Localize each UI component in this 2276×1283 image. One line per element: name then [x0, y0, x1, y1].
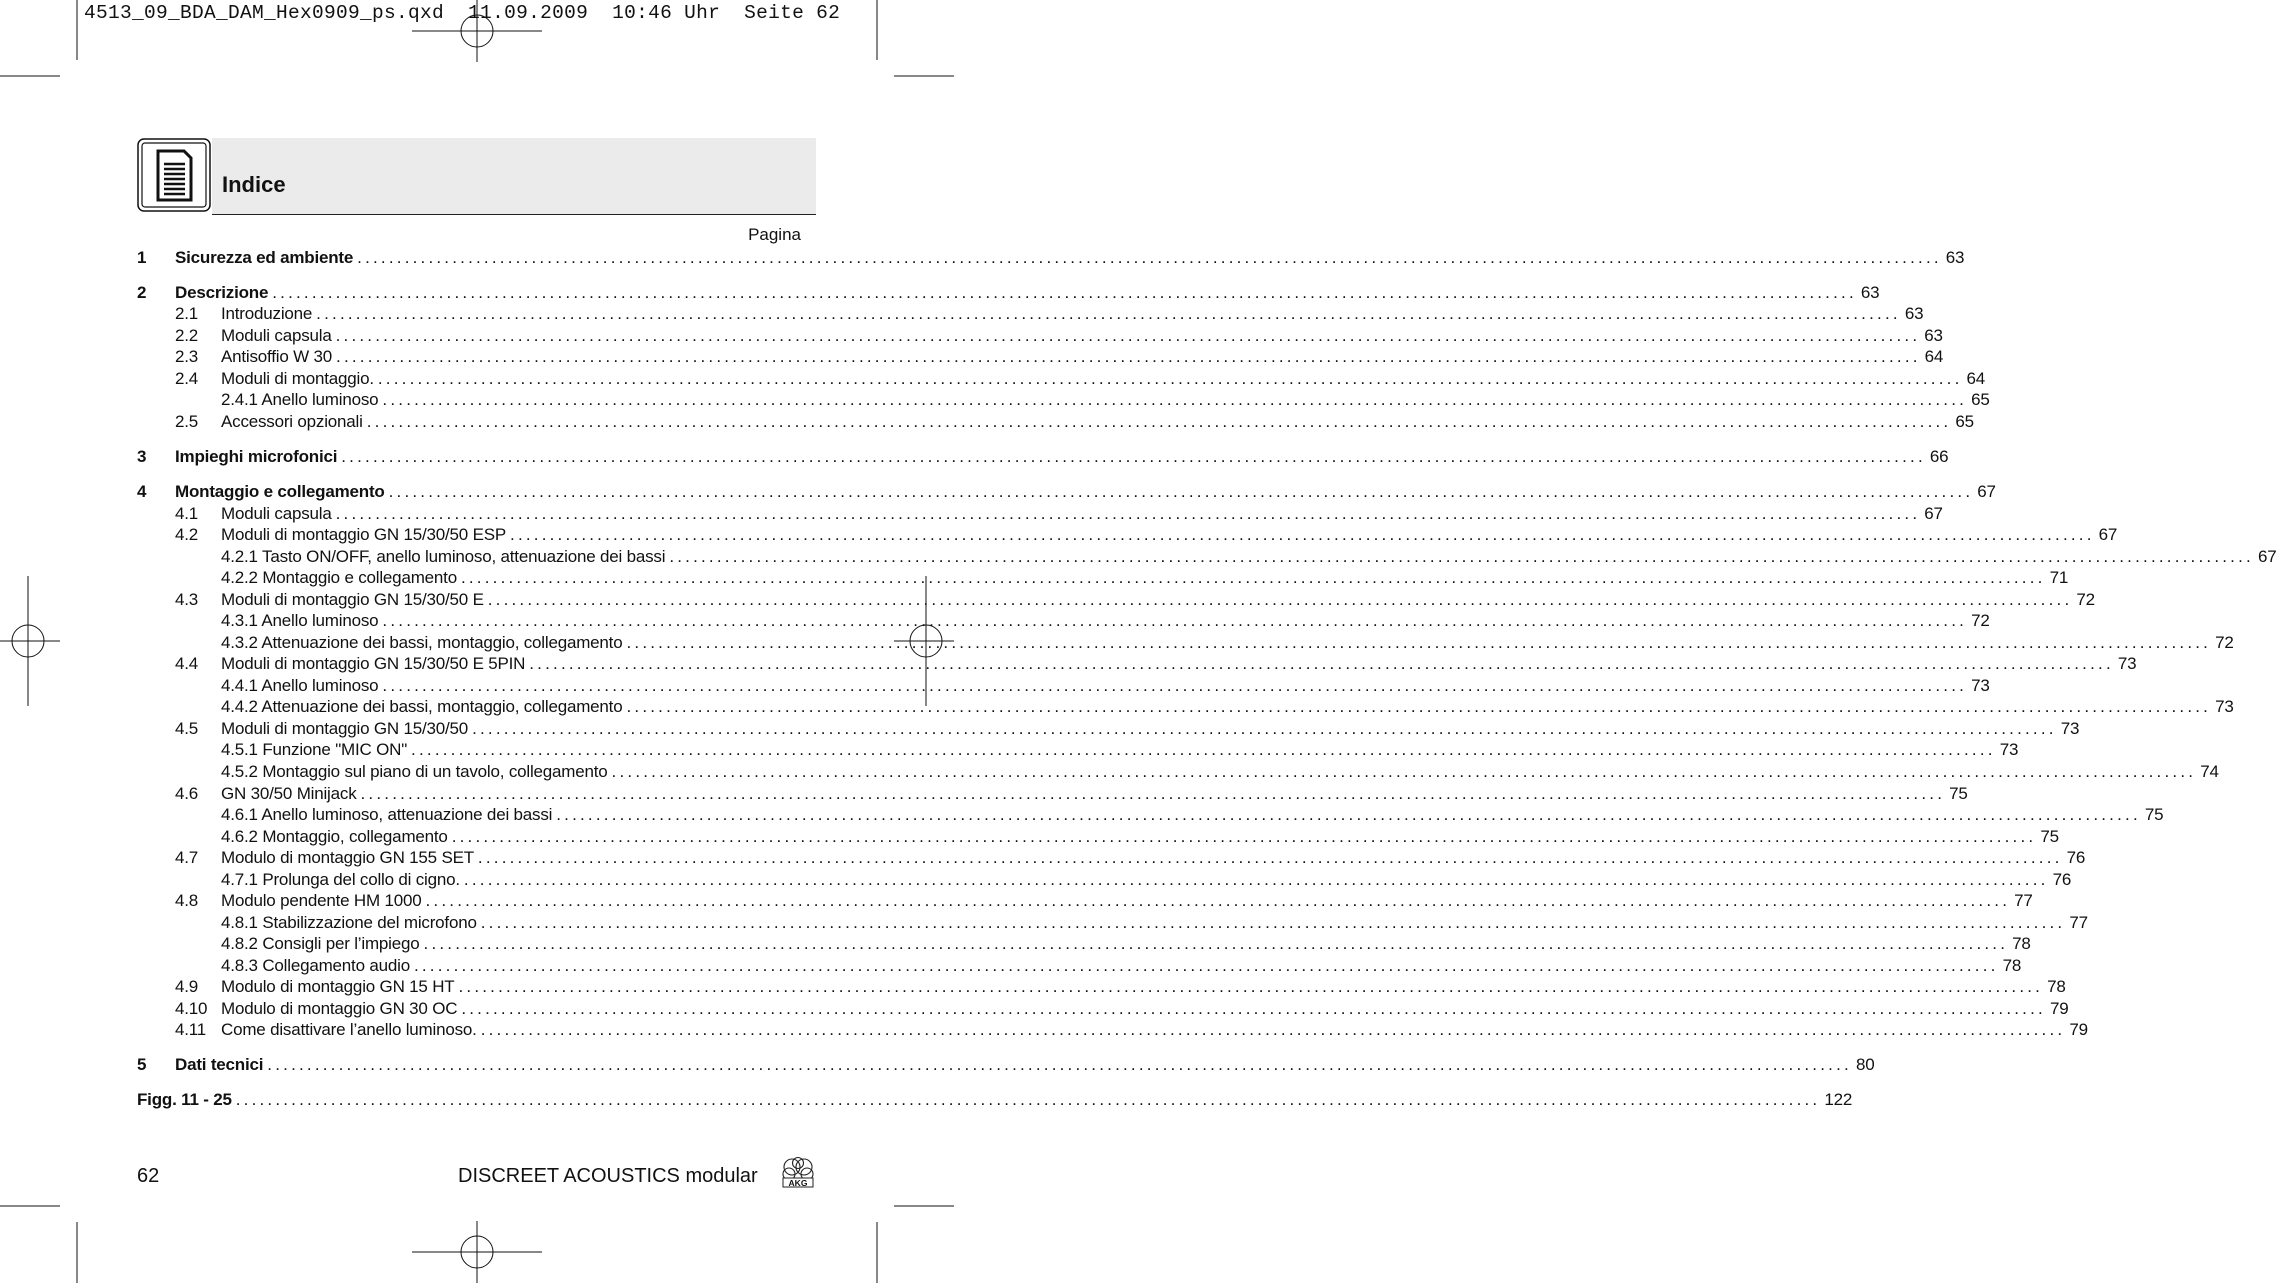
toc-leader-dots: ........................................................................................................................................................................................................	[267, 1055, 1852, 1074]
toc-title: 4.5.1 Funzione "MIC ON"	[221, 740, 408, 759]
toc-leader-dots: ........................................................................................................................................................................................................	[388, 482, 1974, 501]
toc-row	[137, 955, 2022, 977]
toc-row	[137, 446, 1949, 468]
toc-number: 2.1	[175, 304, 199, 323]
toc-leader-dots: ........................................................................................................................................................................................................	[463, 870, 2049, 889]
toc-leader-dots: ........................................................................................................................................................................................................	[477, 848, 2063, 867]
footer-brand: DISCREET ACOUSTICS modular	[458, 1165, 758, 1187]
toc-page-number: 74	[2200, 762, 2219, 781]
toc-row	[137, 1089, 1853, 1111]
toc-page-number: 76	[2052, 870, 2072, 889]
toc-title: Montaggio e collegamento	[175, 482, 385, 501]
toc-row	[137, 282, 1880, 304]
toc-leader-dots: ........................................................................................................................................................................................................	[626, 697, 2212, 716]
toc-page-number: 73	[2215, 697, 2234, 716]
toc-leader-dots: ........................................................................................................................................................................................................	[272, 283, 1857, 302]
toc-row	[137, 847, 2086, 869]
toc-row	[137, 826, 2059, 848]
toc-page-number: 76	[2066, 848, 2086, 867]
toc-leader-dots: ........................................................................................................................................................................................................	[413, 956, 1999, 975]
toc-number: 2.2	[175, 326, 199, 345]
toc-number: 4.8	[175, 891, 199, 910]
toc-title: Moduli di montaggio GN 15/30/50 E 5PIN	[221, 654, 526, 673]
toc-leader-dots: ........................................................................................................................................................................................................	[382, 676, 1968, 695]
print-slug: 4513_09_BDA_DAM_Hex0909_ps.qxd 11.09.2009 10:46 Uhr Seite 62	[84, 2, 841, 24]
toc-title: Moduli di montaggio GN 15/30/50	[221, 719, 469, 738]
toc-number: 1	[137, 248, 147, 267]
toc-page-number: 73	[1999, 740, 2019, 759]
toc-page-number: 64	[1966, 369, 1986, 388]
toc-number: 4.6	[175, 784, 199, 803]
toc-row	[137, 933, 2031, 955]
toc-row	[137, 890, 2033, 912]
toc-page-number: 77	[2014, 891, 2033, 910]
toc-number: 4.9	[175, 977, 199, 996]
toc-page-number: 63	[1945, 248, 1965, 267]
toc-number: 4.5	[175, 719, 199, 738]
toc-row	[137, 589, 2095, 611]
toc-page-number: 77	[2069, 913, 2088, 932]
toc-leader-dots: ........................................................................................................................................................................................................	[451, 827, 2037, 846]
toc-page-number: 67	[1924, 504, 1943, 523]
toc-page-number: 63	[1924, 326, 1943, 345]
toc-leader-dots: ........................................................................................................................................................................................................	[341, 447, 1926, 466]
toc-row	[137, 998, 2069, 1020]
toc-row	[137, 411, 1974, 433]
toc-leader-dots: ........................................................................................................................................................................................................	[423, 934, 2009, 953]
toc-row	[137, 1054, 1875, 1076]
toc-leader-dots: ........................................................................................................................................................................................................	[669, 547, 2254, 566]
toc-row	[137, 368, 1986, 390]
toc-title: Accessori opzionali	[221, 412, 363, 431]
toc-leader-dots: ........................................................................................................................................................................................................	[411, 740, 1996, 759]
toc-title: 4.3.2 Attenuazione dei bassi, montaggio, collegamento	[221, 633, 623, 652]
toc-page-number: 78	[2012, 934, 2031, 953]
toc-row	[137, 1019, 2088, 1041]
toc-leader-dots: ........................................................................................................................................................................................................	[336, 347, 1921, 366]
toc-row	[137, 653, 2137, 675]
toc-leader-dots: ........................................................................................................................................................................................................	[316, 304, 1901, 323]
toc-row	[137, 567, 2069, 589]
toc-row	[137, 303, 1924, 325]
toc-number: 2.5	[175, 412, 199, 431]
toc-title: 4.7.1 Prolunga del collo di cigno.	[221, 870, 460, 889]
toc-title: Moduli capsula	[221, 504, 332, 523]
toc-title: 4.8.2 Consigli per l’impiego	[221, 934, 420, 953]
toc-number: 4.11	[175, 1020, 207, 1039]
toc-leader-dots: ........................................................................................................................................................................................................	[458, 977, 2044, 996]
toc-number: 2.3	[175, 347, 199, 366]
toc-number: 4.3	[175, 590, 199, 609]
toc-page-number: 79	[2069, 1020, 2088, 1039]
toc-title: 4.3.1 Anello luminoso	[221, 611, 379, 630]
toc-leader-dots: ........................................................................................................................................................................................................	[357, 248, 1942, 267]
toc-page-number: 65	[1971, 390, 1990, 409]
toc-row	[137, 610, 1990, 632]
toc-page-number: 67	[2098, 525, 2118, 544]
toc-title: 4.6.1 Anello luminoso, attenuazione dei bassi	[221, 805, 553, 824]
page-title: Indice	[222, 172, 286, 197]
toc-page-number: 67	[1977, 482, 1996, 501]
toc-leader-dots: ........................................................................................................................................................................................................	[335, 326, 1921, 345]
toc-leader-dots: ........................................................................................................................................................................................................	[235, 1090, 1821, 1109]
toc-page-number: 79	[2049, 999, 2069, 1018]
toc-page-number: 64	[1924, 347, 1944, 366]
akg-logo-text: AKG	[788, 1178, 808, 1188]
toc-leader-dots: ........................................................................................................................................................................................................	[510, 525, 2095, 544]
toc-row	[137, 481, 1996, 503]
toc-page-number: 122	[1824, 1090, 1853, 1109]
toc-page-number: 72	[2076, 590, 2095, 609]
toc-title: 4.4.1 Anello luminoso	[221, 676, 379, 695]
toc-title: Dati tecnici	[175, 1055, 264, 1074]
toc-title: 4.4.2 Attenuazione dei bassi, montaggio, collegamento	[221, 697, 623, 716]
toc-title: Come disattivare l’anello luminoso.	[221, 1020, 477, 1039]
toc-page-number: 66	[1929, 447, 1949, 466]
toc-row	[137, 718, 2080, 740]
toc-title: 4.2.1 Tasto ON/OFF, anello luminoso, attenuazione dei bassi	[221, 547, 666, 566]
toc-row	[137, 675, 1990, 697]
toc-number: 3	[137, 447, 147, 466]
toc-title: Modulo pendente HM 1000	[221, 891, 422, 910]
toc-leader-dots: ........................................................................................................................................................................................................	[487, 590, 2073, 609]
toc-row	[137, 546, 2276, 568]
toc-title: GN 30/50 Minijack	[221, 784, 357, 803]
toc-title: 4.2.2 Montaggio e collegamento	[221, 568, 457, 587]
toc-leader-dots: ........................................................................................................................................................................................................	[382, 611, 1968, 630]
toc-number: 2	[137, 283, 147, 302]
toc-title: 4.8.1 Stabilizzazione del microfono	[221, 913, 477, 932]
toc-leader-dots: ........................................................................................................................................................................................................	[335, 504, 1921, 523]
toc-row	[137, 389, 1990, 411]
toc-leader-dots: ........................................................................................................................................................................................................	[556, 805, 2141, 824]
toc-leader-dots: ........................................................................................................................................................................................................	[377, 369, 1963, 388]
toc-leader-dots: ........................................................................................................................................................................................................	[382, 390, 1968, 409]
toc-title: Sicurezza ed ambiente	[175, 248, 354, 267]
toc-leader-dots: ........................................................................................................................................................................................................	[611, 762, 2197, 781]
toc-leader-dots: ........................................................................................................................................................................................................	[480, 1020, 2066, 1039]
toc-title: Moduli di montaggio GN 15/30/50 E	[221, 590, 484, 609]
toc-page-number: 63	[1860, 283, 1880, 302]
toc-row	[137, 696, 2234, 718]
toc-row	[137, 739, 2019, 761]
toc-number: 4.1	[175, 504, 199, 523]
toc-number: 4.7	[175, 848, 199, 867]
toc-number: 4.10	[175, 999, 208, 1018]
toc-leader-dots: ........................................................................................................................................................................................................	[460, 568, 2046, 587]
toc-number: 2.4	[175, 369, 199, 388]
toc-title: Antisoffio W 30	[221, 347, 333, 366]
toc-row	[137, 912, 2088, 934]
toc-title: Descrizione	[175, 283, 269, 302]
header-band	[212, 138, 816, 215]
toc-title: Figg. 11 - 25	[137, 1090, 232, 1109]
toc-leader-dots: ........................................................................................................................................................................................................	[480, 913, 2066, 932]
toc-row	[137, 632, 2234, 654]
toc-row	[137, 247, 1965, 269]
toc-title: 4.5.2 Montaggio sul piano di un tavolo, collegamento	[221, 762, 608, 781]
toc-row	[137, 761, 2219, 783]
toc-page-number: 72	[1971, 611, 1990, 630]
toc-page-number: 75	[2040, 827, 2059, 846]
toc-page-number: 73	[2060, 719, 2080, 738]
toc-leader-dots: ........................................................................................................................................................................................................	[626, 633, 2212, 652]
toc-page-number: 73	[1971, 676, 1990, 695]
toc-page-number: 75	[1949, 784, 1968, 803]
toc-title: Modulo di montaggio GN 155 SET	[221, 848, 474, 867]
footer-page-number: 62	[137, 1165, 160, 1187]
toc-title: 4.8.3 Collegamento audio	[221, 956, 410, 975]
toc-leader-dots: ........................................................................................................................................................................................................	[360, 784, 1946, 803]
akg-logo	[779, 1157, 817, 1189]
toc-row	[137, 503, 1943, 525]
toc-page-number: 65	[1955, 412, 1974, 431]
toc-title: 2.4.1 Anello luminoso	[221, 390, 379, 409]
toc-page-number: 78	[2047, 977, 2066, 996]
toc-title: Moduli di montaggio.	[221, 369, 374, 388]
toc-leader-dots: ........................................................................................................................................................................................................	[366, 412, 1952, 431]
pagina-label: Pagina	[748, 225, 801, 244]
toc-row	[137, 783, 1968, 805]
toc-row	[137, 325, 1943, 347]
toc-number: 4.4	[175, 654, 199, 673]
toc-number: 4.2	[175, 525, 199, 544]
toc-page-number: 63	[1904, 304, 1924, 323]
toc-page-number: 73	[2117, 654, 2137, 673]
toc-page-number: 75	[2144, 805, 2164, 824]
toc-title: Introduzione	[221, 304, 313, 323]
toc-leader-dots: ........................................................................................................................................................................................................	[425, 891, 2011, 910]
toc-row	[137, 976, 2066, 998]
toc-row	[137, 804, 2164, 826]
toc-leader-dots: ........................................................................................................................................................................................................	[529, 654, 2114, 673]
toc-title: Modulo di montaggio GN 15 HT	[221, 977, 455, 996]
toc-title: 4.6.2 Montaggio, collegamento	[221, 827, 448, 846]
toc-page-number: 78	[2002, 956, 2022, 975]
toc-row	[137, 524, 2118, 546]
toc-page-number: 72	[2215, 633, 2234, 652]
toc-title: Impieghi microfonici	[175, 447, 338, 466]
toc-leader-dots: ........................................................................................................................................................................................................	[461, 999, 2046, 1018]
toc-number: 4	[137, 482, 147, 501]
toc-page-number: 80	[1855, 1055, 1875, 1074]
toc-title: Modulo di montaggio GN 30 OC	[221, 999, 458, 1018]
toc-row	[137, 346, 1944, 368]
document-icon	[137, 138, 211, 212]
toc-leader-dots: ........................................................................................................................................................................................................	[472, 719, 2057, 738]
toc-title: Moduli capsula	[221, 326, 332, 345]
toc-number: 5	[137, 1055, 147, 1074]
toc-page-number: 67	[2257, 547, 2276, 566]
toc-title: Moduli di montaggio GN 15/30/50 ESP	[221, 525, 507, 544]
toc-page-number: 71	[2049, 568, 2069, 587]
toc-row	[137, 869, 2072, 891]
